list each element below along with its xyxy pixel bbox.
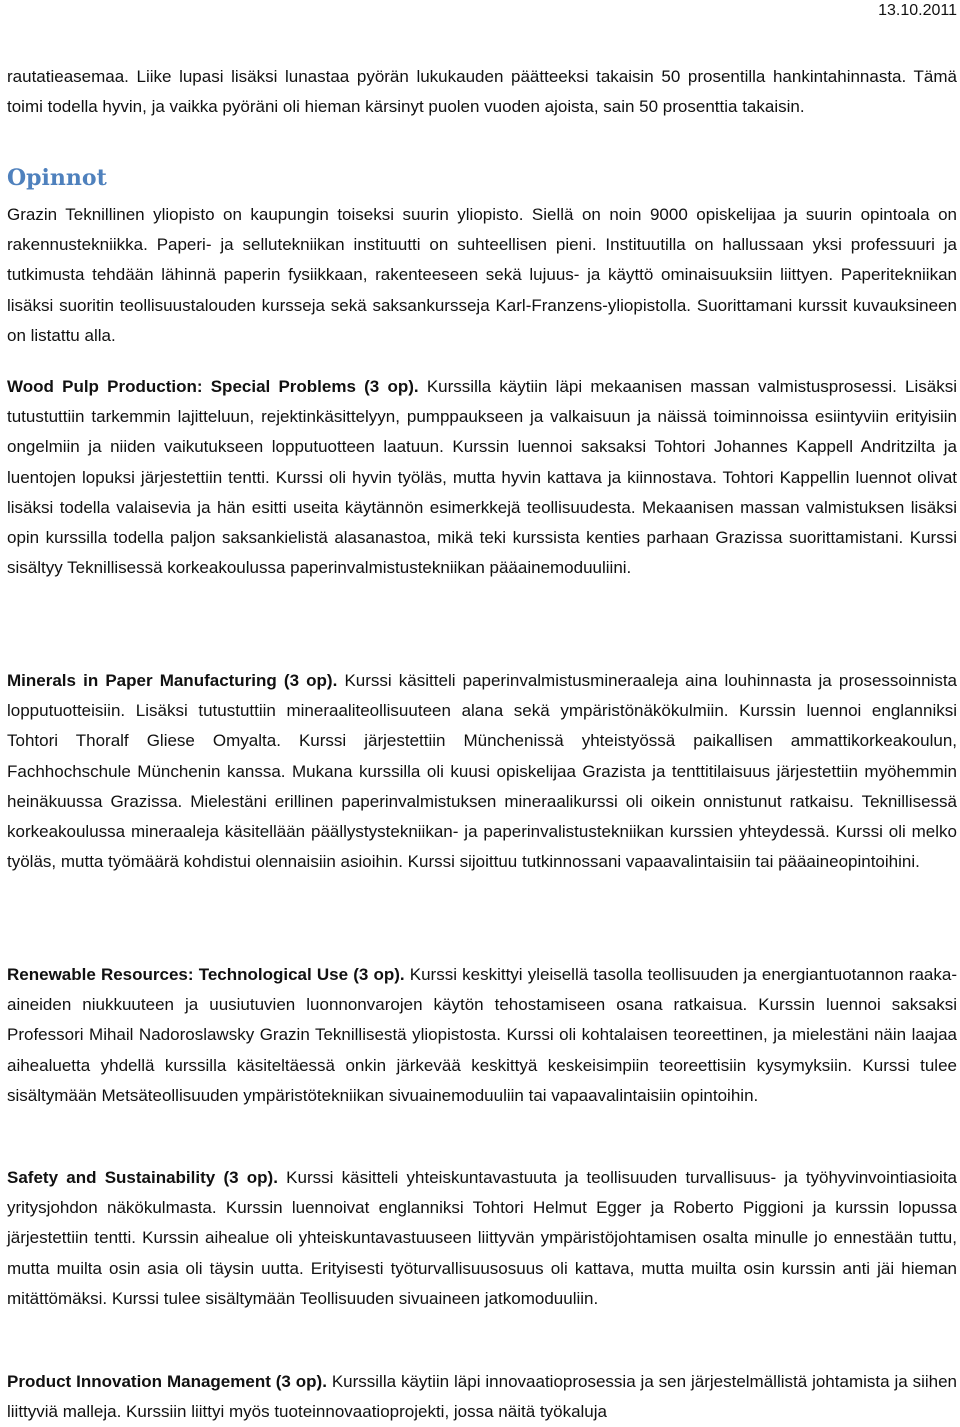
course-title: Wood Pulp Production: Special Problems (3 op).	[7, 377, 419, 396]
course-description: Kurssilla käytiin läpi innovaatioprosessia ja sen järjestelmällistä johtamista ja siihen liittyviä malleja. Kurssiin liittyi myös tuoteinnovaatioprojekti, jossa näitä työkaluja	[7, 1372, 957, 1422]
course-title: Renewable Resources: Technological Use (3 op).	[7, 965, 405, 984]
course-paragraph	[7, 1163, 957, 1314]
course-description: Kurssi käsitteli yhteiskuntavastuuta ja teollisuuden turvallisuus- ja työhyvinvointiasioita yritysjohdon näkökulmasta. Kurssin luennoivat englanniksi Tohtori Helmut Egger ja Roberto Piggioni ja kurssin lopussa järjestettiin tentti. Kurssin aihealue oli yhteiskuntavastuuseen liittyvän ympäristöjohtamisen osalta minulle jo ennestään tuttu, mutta muilta osin asia oli täysin uutta. Erityisesti työturvallisuusosuus oli kattava, mutta muilta osin kurssin anti jäi hieman mitättömäksi. Kurssi tulee sisältymään Teollisuuden sivuaineen jatkomoduuliin.	[7, 1168, 958, 1308]
section-heading-opinnot: Opinnot	[7, 165, 107, 191]
course-description: Kurssi käsitteli paperinvalmistusmineraaleja aina louhinnasta ja prosessoinnista lopputuotteisiin. Lisäksi tutustuttiin mineraaliteollisuuteen alana sekä ympäristönäkökulmiin. Kurssin luennoi englanniksi Tohtori Thoralf Gliese Omyalta. Kurssi järjestettiin Münchenissä yhteistyössä paikallisen ammattikorkeakoulun, Fachhochschule Münchenin kanssa. Mukana kurssilla oli kuusi opiskelijaa Grazista ja tenttitilaisuus järjestettiin myöhemmin heinäkuussa Grazissa. Mielestäni erillinen paperinvalmistuksen mineraalikurssi oli oikein onnistunut ratkaisu. Teknillisessä korkeakoulussa mineraaleja käsitellään päällystystekniikan- ja paperinvalistustekniikan kurssien yhteydessä. Kurssi oli melko työläs, mutta työmäärä kohdistui olennaisiin asioihin. Kurssi sijoittuu tutkinnossani vapaavalintaisiin tai pääaineopintoihini.	[7, 671, 957, 872]
course-paragraph	[7, 1367, 957, 1427]
course-paragraph	[7, 372, 957, 583]
course-description: Kurssi keskittyi yleisellä tasolla teollisuuden ja energiantuotannon raaka-aineiden niukkuuteen ja uusiutuvien luonnonvarojen käytön tehostamiseen osana ratkaisua. Kurssin luennoi saksaksi Professori Mihail Nadoroslawsky Grazin Teknillisestä yliopistosta. Kurssi oli kohtalaisen teoreettinen, ja mielestäni näin laajaa aihealuetta yhdellä kurssilla käsiteltäessä onkin järkevää keskittyä keskeisimpiin teoreettisiin kysymyksiin. Kurssi tulee sisältymään Metsäteollisuuden ympäristötekniikan sivuainemoduuliin tai vapaavalintaisiin opintoihin.	[7, 965, 957, 1105]
course-title: Product Innovation Management (3 op).	[7, 1372, 327, 1391]
intro-paragraph: rautatieasemaa. Liike lupasi lisäksi lunastaa pyörän lukukauden päätteeksi takaisin 50 prosentilla hankintahinnasta. Tämä toimi todella hyvin, ja vaikka pyöräni oli hieman kärsinyt puolen vuoden ajoista, sain 50 prosenttia takaisin.	[7, 67, 957, 117]
course-paragraph	[7, 666, 957, 877]
opinnot-paragraph: Grazin Teknillinen yliopisto on kaupungin toiseksi suurin yliopisto. Siellä on noin 9000 opiskelijaa ja suurin opintoala on rakennustekniikka. Paperi- ja sellutekniikan instituutti on suhteellisen pieni. Instituutilla on hallussaan yksi professuuri ja tutkimusta tehdään lähinnä paperin fysiikkaan, rakenteeseen sekä lujuus- ja käyttö ominaisuuksiin liittyen. Paperitekniikan lisäksi suoritin teollisuustalouden kursseja sekä saksankursseja Karl-Franzens-yliopistolla. Suorittamani kurssit kuvauksineen on listattu alla.	[7, 205, 957, 345]
course-description: Kurssilla käytiin läpi mekaanisen massan valmistusprosessi. Lisäksi tutustuttiin tarkemmin lajitteluun, rejektinkäsittelyyn, pumppaukseen ja valkaisuun ja näissä toiminnoissa esiintyviin erityisiin ongelmiin ja niiden vaikutukseen lopputuotteen laatuun. Kurssin luennoi saksaksi Tohtori Johannes Kappell Andritzilta ja luentojen lopuksi järjestettiin tentti. Kurssi oli hyvin työläs, mutta hyvin kattava ja kiinnostava. Tohtori Kappellin luennot olivat lisäksi todella valaisevia ja hän esitti useita käytännön esimerkkejä teollisuudesta. Mekaanisen massan valmistuksen lisäksi opin kurssilla todella paljon saksankielistä alasanastoa, mikä teki kurssista kenties parhaan Grazissa suorittamistani. Kurssi sisältyy Teknillisessä korkeakoulussa paperinvalmistustekniikan pääainemoduuliini.	[7, 377, 957, 578]
header-date: 13.10.2011	[878, 2, 957, 19]
course-title: Safety and Sustainability (3 op).	[7, 1168, 278, 1187]
course-title: Minerals in Paper Manufacturing (3 op).	[7, 671, 338, 690]
course-paragraph	[7, 960, 957, 1111]
